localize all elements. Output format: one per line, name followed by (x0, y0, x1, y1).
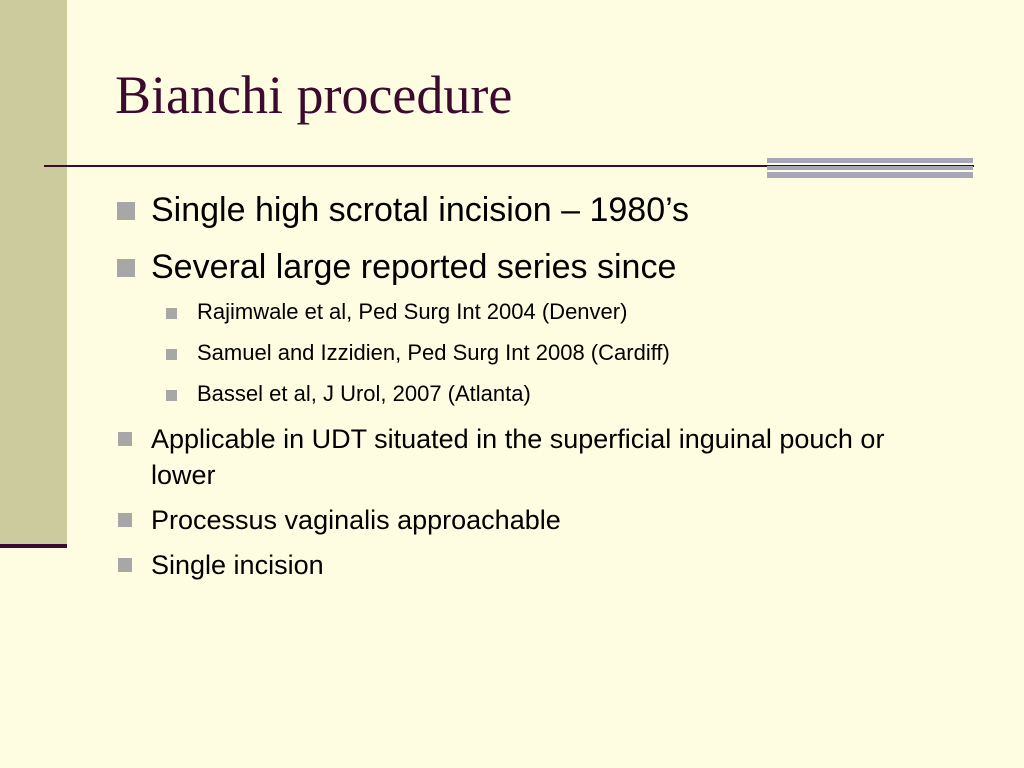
bullet-text: Single incision (151, 550, 324, 580)
bullet-text: Applicable in UDT situated in the superficial inguinal pouch or lower (151, 424, 885, 490)
bullet-text: Several large reported series since (151, 248, 677, 286)
bullet-list (115, 190, 995, 592)
bullet-item (115, 421, 901, 493)
left-side-bar (0, 0, 67, 544)
sub-bullet-item (115, 380, 995, 408)
square-bullet-icon (118, 513, 132, 527)
bullet-text: Single high scrotal incision – 1980’s (151, 191, 690, 229)
bullet-text: Processus vaginalis approachable (151, 505, 561, 535)
bullet-item (115, 547, 995, 583)
bullet-item (115, 247, 995, 287)
sub-bullet-item (115, 298, 995, 326)
square-bullet-icon (117, 202, 135, 220)
bullet-item (115, 502, 995, 538)
title-divider-accent (767, 158, 973, 178)
bullet-item (115, 190, 995, 230)
square-bullet-icon (166, 349, 177, 360)
square-bullet-icon (166, 390, 177, 401)
slide-title: Bianchi procedure (115, 65, 513, 125)
square-bullet-icon (166, 308, 177, 319)
sub-bullet-text: Rajimwale et al, Ped Surg Int 2004 (Denver) (197, 299, 628, 324)
sub-bullet-text: Bassel et al, J Urol, 2007 (Atlanta) (197, 381, 531, 406)
square-bullet-icon (118, 558, 132, 572)
square-bullet-icon (118, 432, 132, 446)
sub-bullet-text: Samuel and Izzidien, Ped Surg Int 2008 (Cardiff) (197, 340, 670, 365)
left-side-bar-underline (0, 544, 67, 548)
accent-stripe (767, 166, 973, 170)
accent-stripe (767, 172, 973, 178)
square-bullet-icon (117, 259, 135, 277)
sub-bullet-item (115, 339, 995, 367)
accent-stripe (767, 158, 973, 163)
